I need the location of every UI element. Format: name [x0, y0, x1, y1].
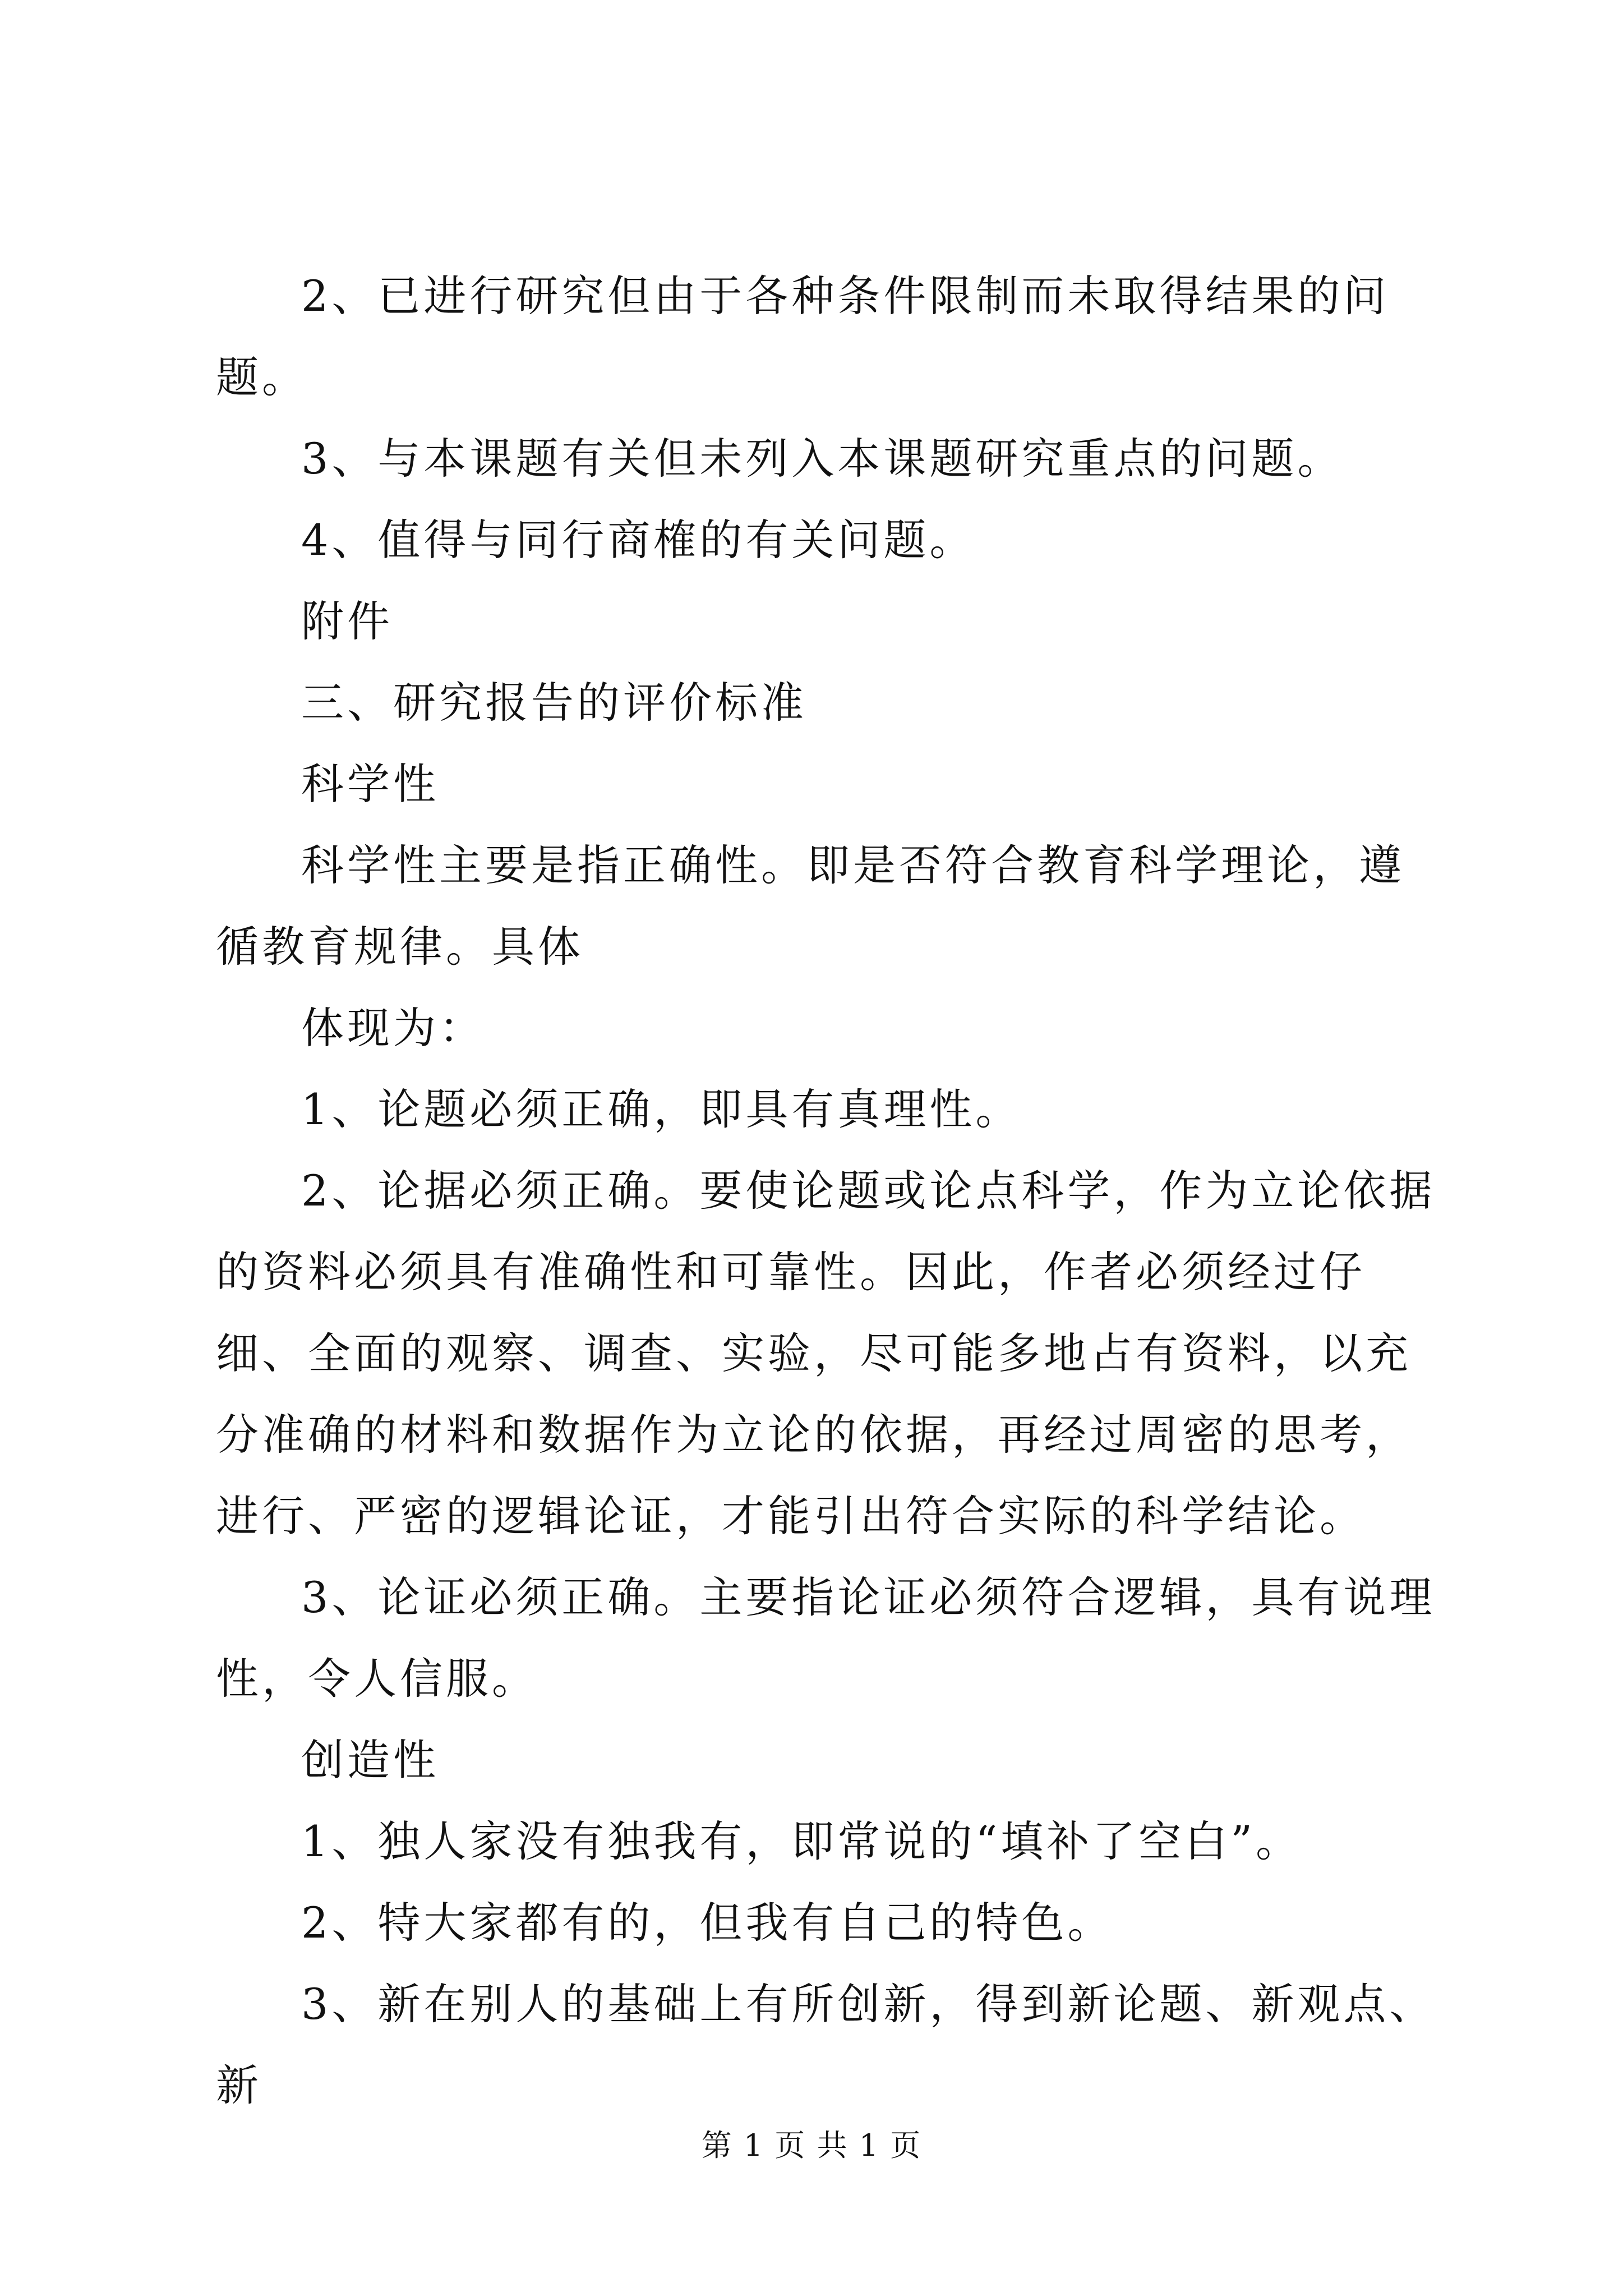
page-footer: 第 1 页 共 1 页 [701, 2128, 922, 2163]
paragraph-12-heading: 创造性 [301, 1735, 439, 1785]
document-body [216, 255, 1438, 2126]
paragraph-4-heading: 附件 [301, 596, 393, 646]
paragraph-6-heading: 科学性 [301, 759, 439, 809]
paragraph-15: 3、新在别人的基础上有所创新，得到新论题、新观点、新 [216, 1979, 1436, 2110]
paragraph-8: 体现为： [301, 1003, 485, 1053]
paragraph-14: 2、特大家都有的，但我有自己的特色。 [301, 1898, 1114, 1948]
paragraph-1: 2、已进行研究但由于各种条件限制而未取得结果的问题。 [216, 271, 1390, 402]
paragraph-7: 科学性主要是指正确性。即是否符合教育科学理论，遵循教育规律。具体 [216, 840, 1405, 972]
paragraph-10: 2、论据必须正确。要使论题或论点科学，作为立论依据的资料必须具有准确性和可靠性。因此，作者必须经过仔细、全面的观察、调查、实验，尽可能多地占有资料，以充分准确的材料和数据作为立论的依据，再经过周密的思考，进行、严密的逻辑论证，才能引出符合实际的科学结论。 [216, 1166, 1436, 1541]
paragraph-5-heading: 三、研究报告的评价标准 [301, 678, 807, 728]
paragraph-11: 3、论证必须正确。主要指论证必须符合逻辑，具有说理性，令人信服。 [216, 1572, 1436, 1704]
paragraph-3: 4、值得与同行商榷的有关问题。 [301, 515, 976, 565]
paragraph-13: 1、独人家没有独我有，即常说的“填补了空白”。 [301, 1816, 1302, 1866]
paragraph-9: 1、论题必须正确，即具有真理性。 [301, 1084, 1022, 1134]
paragraph-2: 3、与本课题有关但未列入本课题研究重点的问题。 [301, 434, 1344, 484]
